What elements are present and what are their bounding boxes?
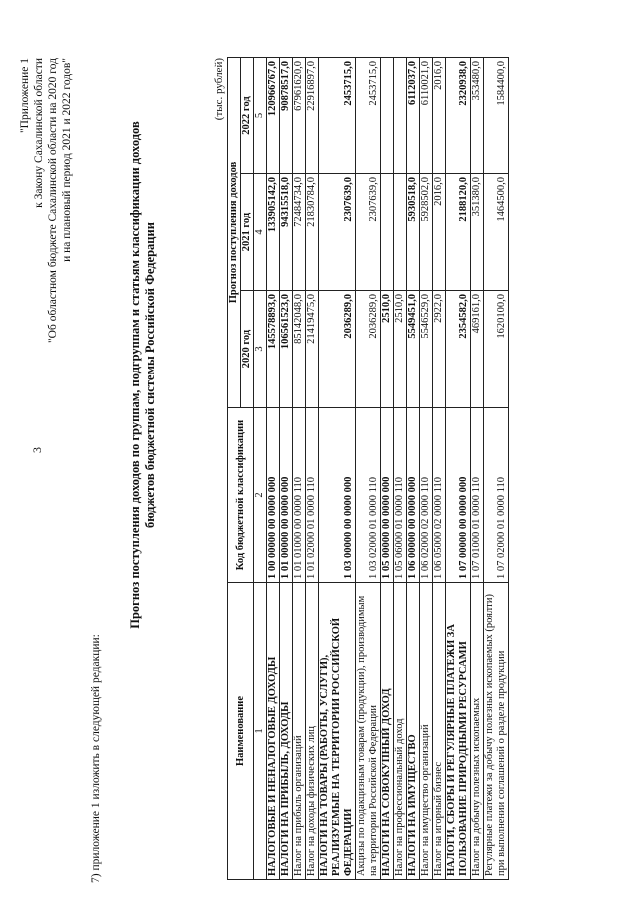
- units-label: (тыс. рублей): [213, 58, 225, 121]
- row-2021: 133905142,0: [267, 174, 280, 291]
- table-row: [471, 57, 484, 879]
- row-2020: 469161,0: [471, 291, 484, 408]
- header-code: Код бюджетной классификации: [228, 408, 254, 583]
- row-2022: 22916897,0: [306, 57, 319, 173]
- row-2022: 1584400,0: [484, 57, 509, 173]
- row-2020: 2036289,0: [356, 291, 381, 408]
- row-code: 1 06 05000 02 0000 110: [433, 408, 446, 583]
- row-2021: [394, 174, 407, 291]
- row-2022: 2453715,0: [319, 57, 356, 173]
- index-cell: 4: [254, 174, 267, 291]
- page-number: 3: [30, 447, 44, 453]
- appendix-line-4: и на плановый период 2021 и 2022 годов": [61, 58, 73, 262]
- row-2022: 2453715,0: [356, 57, 381, 173]
- row-2022: 90878517,0: [280, 57, 293, 173]
- table-row: [381, 57, 394, 879]
- appendix-header: [18, 58, 74, 618]
- row-name: Акцизы по подакцизным товарам (продукции), производимым на территории Российской Федерации: [356, 583, 381, 880]
- table-row: [407, 57, 420, 879]
- row-name: Налог на доходы физических лиц: [306, 583, 319, 880]
- table-row: [356, 57, 381, 879]
- appendix-line-3: "Об областном бюджете Сахалинской области на 2020 год: [47, 58, 59, 344]
- row-2020: 2354582,0: [446, 291, 471, 408]
- intro-text: 7) приложение 1 изложить в следующей редакции:: [90, 634, 102, 883]
- row-name: Налог на прибыль организаций: [293, 583, 306, 880]
- index-cell: 1: [254, 583, 267, 880]
- row-code: 1 01 00000 00 0000 000: [280, 408, 293, 583]
- row-2022: 120966767,0: [267, 57, 280, 173]
- row-2022: 2016,0: [433, 57, 446, 173]
- table-row: [394, 57, 407, 879]
- row-2022: 67961620,0: [293, 57, 306, 173]
- table-row: [306, 57, 319, 879]
- row-name: НАЛОГОВЫЕ И НЕНАЛОГОВЫЕ ДОХОДЫ: [267, 583, 280, 880]
- row-2021: 1464500,0: [484, 174, 509, 291]
- row-2021: 5928502,0: [420, 174, 433, 291]
- row-code: 1 01 02000 01 0000 110: [306, 408, 319, 583]
- row-2020: 145578893,0: [267, 291, 280, 408]
- row-2020: 5546529,0: [420, 291, 433, 408]
- row-code: 1 01 01000 00 0000 110: [293, 408, 306, 583]
- row-2020: 2036289,0: [319, 291, 356, 408]
- column-index-row: [254, 57, 267, 879]
- row-2021: 72484734,0: [293, 174, 306, 291]
- header-forecast: Прогноз поступления доходов: [228, 57, 241, 407]
- row-2021: 351380,0: [471, 174, 484, 291]
- row-2020: 2510,0: [394, 291, 407, 408]
- row-code: 1 03 00000 00 0000 000: [319, 408, 356, 583]
- row-2020: 21419475,0: [306, 291, 319, 408]
- table-row: [484, 57, 509, 879]
- table-row: [267, 57, 280, 879]
- row-2020: 1620100,0: [484, 291, 509, 408]
- header-name: Наименование: [228, 583, 254, 880]
- row-code: 1 06 00000 00 0000 000: [407, 408, 420, 583]
- row-code: 1 00 00000 00 0000 000: [267, 408, 280, 583]
- row-2020: 2510,0: [381, 291, 394, 408]
- row-code: 1 05 06000 01 0000 110: [394, 408, 407, 583]
- row-2022: 353480,0: [471, 57, 484, 173]
- index-cell: 3: [254, 291, 267, 408]
- row-2020: 85142048,0: [293, 291, 306, 408]
- row-code: 1 06 02000 02 0000 110: [420, 408, 433, 583]
- row-code: 1 05 00000 00 0000 000: [381, 408, 394, 583]
- row-2020: 106561523,0: [280, 291, 293, 408]
- table-row: [280, 57, 293, 879]
- row-2022: [394, 57, 407, 173]
- title-line-2: бюджетов бюджетной системы Российской Федерации: [143, 222, 157, 528]
- index-cell: 2: [254, 408, 267, 583]
- row-name: Налог на игорный бизнес: [433, 583, 446, 880]
- title-line-1: Прогноз поступления доходов по группам, подгруппам и статьям классификации доходов: [128, 121, 142, 629]
- row-2021: 2016,0: [433, 174, 446, 291]
- row-2021: 94315518,0: [280, 174, 293, 291]
- row-2021: [381, 174, 394, 291]
- row-2021: 2307639,0: [356, 174, 381, 291]
- row-name: Налог на имущество организаций: [420, 583, 433, 880]
- row-name: НАЛОГИ НА ИМУЩЕСТВО: [407, 583, 420, 880]
- revenue-table: [227, 57, 509, 880]
- header-2021: 2021 год: [241, 174, 254, 291]
- row-name: НАЛОГИ, СБОРЫ И РЕГУЛЯРНЫЕ ПЛАТЕЖИ ЗА ПОЛЬЗОВАНИЕ ПРИРОДНЫМИ РЕСУРСАМИ: [446, 583, 471, 880]
- row-2022: [381, 57, 394, 173]
- row-name: НАЛОГИ НА СОВОКУПНЫЙ ДОХОД: [381, 583, 394, 880]
- header-2020: 2020 год: [241, 291, 254, 408]
- row-name: Налог на профессиональный доход: [394, 583, 407, 880]
- table-row: [446, 57, 471, 879]
- row-name: НАЛОГИ НА ПРИБЫЛЬ, ДОХОДЫ: [280, 583, 293, 880]
- document-title: [128, 105, 158, 645]
- row-2020: 5549451,0: [407, 291, 420, 408]
- row-name: Налог на добычу полезных ископаемых: [471, 583, 484, 880]
- header-2022: 2022 год: [241, 57, 254, 173]
- appendix-line-1: "Приложение 1: [19, 58, 31, 134]
- row-2022: 2320938,0: [446, 57, 471, 173]
- row-2021: 2307639,0: [319, 174, 356, 291]
- table-row: [319, 57, 356, 879]
- table-row: [433, 57, 446, 879]
- row-2021: 2188120,0: [446, 174, 471, 291]
- table-row: [293, 57, 306, 879]
- row-2021: 5930518,0: [407, 174, 420, 291]
- row-2021: 21830784,0: [306, 174, 319, 291]
- appendix-line-2: к Закону Сахалинской области: [33, 58, 45, 208]
- row-name: НАЛОГИ НА ТОВАРЫ (РАБОТЫ, УСЛУГИ), РЕАЛИЗУЕМЫЕ НА ТЕРРИТОРИИ РОССИЙСКОЙ ФЕДЕРАЦИИ: [319, 583, 356, 880]
- row-code: 1 03 02000 01 0000 110: [356, 408, 381, 583]
- index-cell: 5: [254, 57, 267, 173]
- table-row: [420, 57, 433, 879]
- row-2020: 2922,0: [433, 291, 446, 408]
- row-code: 1 07 00000 00 0000 000: [446, 408, 471, 583]
- row-2022: 6112037,0: [407, 57, 420, 173]
- row-code: 1 07 01000 01 0000 110: [471, 408, 484, 583]
- row-name: Регулярные платежи за добычу полезных ископаемых (роялти) при выполнении соглашений о разделе продукции: [484, 583, 509, 880]
- row-2022: 6110021,0: [420, 57, 433, 173]
- row-code: 1 07 02000 01 0000 110: [484, 408, 509, 583]
